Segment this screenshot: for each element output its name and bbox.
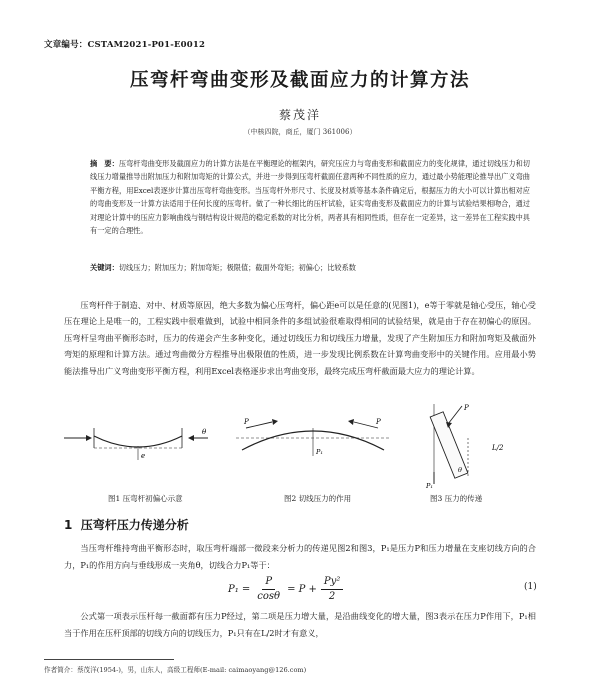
equation-1 [0,572,600,606]
paper-title: 压弯杆弯曲变形及截面应力的计算方法 [129,70,470,91]
keywords-text: 切线压力；附加压力；附加弯矩；极限值；截面外弯矩；初偏心；比较系数 [118,263,356,272]
fig2-right-force [354,422,378,428]
fig1-e-label: e [141,452,146,460]
eq-mid: = P + [287,583,317,595]
fig1-arrow-left-head [86,435,92,441]
fig1-arrow-right-head [188,435,194,441]
eq-fraction-2 [321,575,343,604]
eq-lhs: P₁ = [228,583,251,595]
fig1-theta-label: θ [202,428,207,436]
fig3-l2-label: L/2 [492,444,504,452]
section-1-number: 1 [64,518,73,532]
figure-3-caption: 图3 压力的传递 [430,494,483,503]
eq-frac1-numerator: P [262,575,275,590]
eq-fraction-1 [254,575,283,604]
fig2-p1-label: P₁ [316,448,323,456]
paragraph-1: 当压弯杆维持弯曲平衡形态时，取压弯杆端部一微段来分析力的传递见图2和图3，P₁是压力P和压力增量在支座切线方向的合力，P₁的作用方向与垂线形成一夹角θ，切线合力P₁等于： [64,543,536,570]
abstract-label: 摘 要： [90,159,119,168]
figure-1-diagram [58,398,218,488]
footnote-rule [44,659,174,660]
paragraph-2: 公式第一项表示压杆每一截面都有压力P经过，第二项是压力增大量，是沿曲线变化的增大量，图3表示在压力P作用下，P₁相当于作用在压杆顶部的切线方向的切线压力，P₁只有在L/2时才有意义， [64,611,536,638]
keywords-label: 关键词： [90,263,119,272]
figure-2-caption: 图2 切线压力的作用 [284,494,352,503]
equation-number: (1) [524,582,537,592]
figures-row [0,398,600,508]
author-affiliation: （中核四院，商丘，厦门 361006） [243,128,357,136]
equation-body [228,572,343,606]
fig2-left-force-head [272,419,278,425]
eq-frac2-numerator: Py² [321,575,343,590]
section-1-title: 压弯杆压力传递分析 [80,518,189,532]
fig3-theta-label: θ [458,466,462,474]
fig3-p-label: P [464,404,469,412]
fig2-p-label-right: P [376,418,381,426]
fig2-right-force-head [348,419,354,425]
keywords [90,263,530,273]
article-id: 文章编号：CSTAM2021-P01-E0012 [44,40,206,50]
fig3-top-force [448,406,462,424]
section-1-heading [64,516,189,533]
eq-frac1-denominator: cosθ [257,590,281,602]
intro-paragraph: 压弯杆件于制造、对中、材质等原因，绝大多数为偏心压弯杆，偏心距e可以是任意的(见图1)，e等于零就是轴心受压，轴心受压在理论上是唯一的，工程实践中很难做到，试验中相同条件的多组试验很难取得相同的试验结果，就是由于存在初偏心的原因。压弯杆呈弯曲平衡形态时，压力的传递会产生多种变化，通过切线压力和切线压力增量，发现了产生附加压力和附加弯矩及截面外弯矩的原理和计算方法。通过弯曲微分方程推导出极限值的性质，进一步发现比例系数在计算弯曲变形中的关键作用。应用最小势能法推导出广义弯曲变形平衡方程，利用Excel表格逐步求出弯曲变形，最终完成压弯杆截面最大应力的理论计算。 [64,300,536,376]
author-name: 蔡茂洋 [278,108,321,122]
fig2-p-label-left: P [244,418,249,426]
figure-1-caption: 图1 压弯杆初偏心示意 [108,494,183,503]
fig3-bar-segment [430,412,468,478]
abstract [90,157,530,237]
abstract-text: 压弯杆弯曲变形及截面应力的计算方法是在平衡理论的框架内，研究压应力与弯曲变形和截面应力的变化规律，通过切线压力和切线压力增量推导出附加压力和附加弯矩的计算公式，并进一步得到压弯杆截面任意两种不同性质的应力，通过最小势能理论推导出广义弯曲平衡方程，用Excel表逐步计算出压弯杆弯曲变形。当压弯杆外形尺寸、长度及材质等基本条件确定后，根据压力的大小可以计算出相对应的弯曲变形及一计算方法适用于任何长度的压弯杆。做了一种长细比的压杆试验，证实弯曲变形及截面应力的计算与试验结果相吻合，通过对理论计算中的压应力影响曲线与钢结构设计规范的稳定系数的对比分析，两者具有相同性质，但存在一定差异，这一差异在工程实践中具有一定的合理性。 [90,159,530,236]
fig2-left-force [246,422,272,428]
fig3-p1-label: P₁ [426,482,433,490]
fig1-bent-bar [94,436,182,447]
figure-3-diagram [404,398,524,490]
eq-frac2-denominator: 2 [328,590,336,602]
author-footnote: 作者简介：蔡茂洋(1954-)，男，山东人，高级工程师(E-mail: caimaoyang@126.com) [44,666,307,674]
figure-2-diagram [228,398,398,488]
